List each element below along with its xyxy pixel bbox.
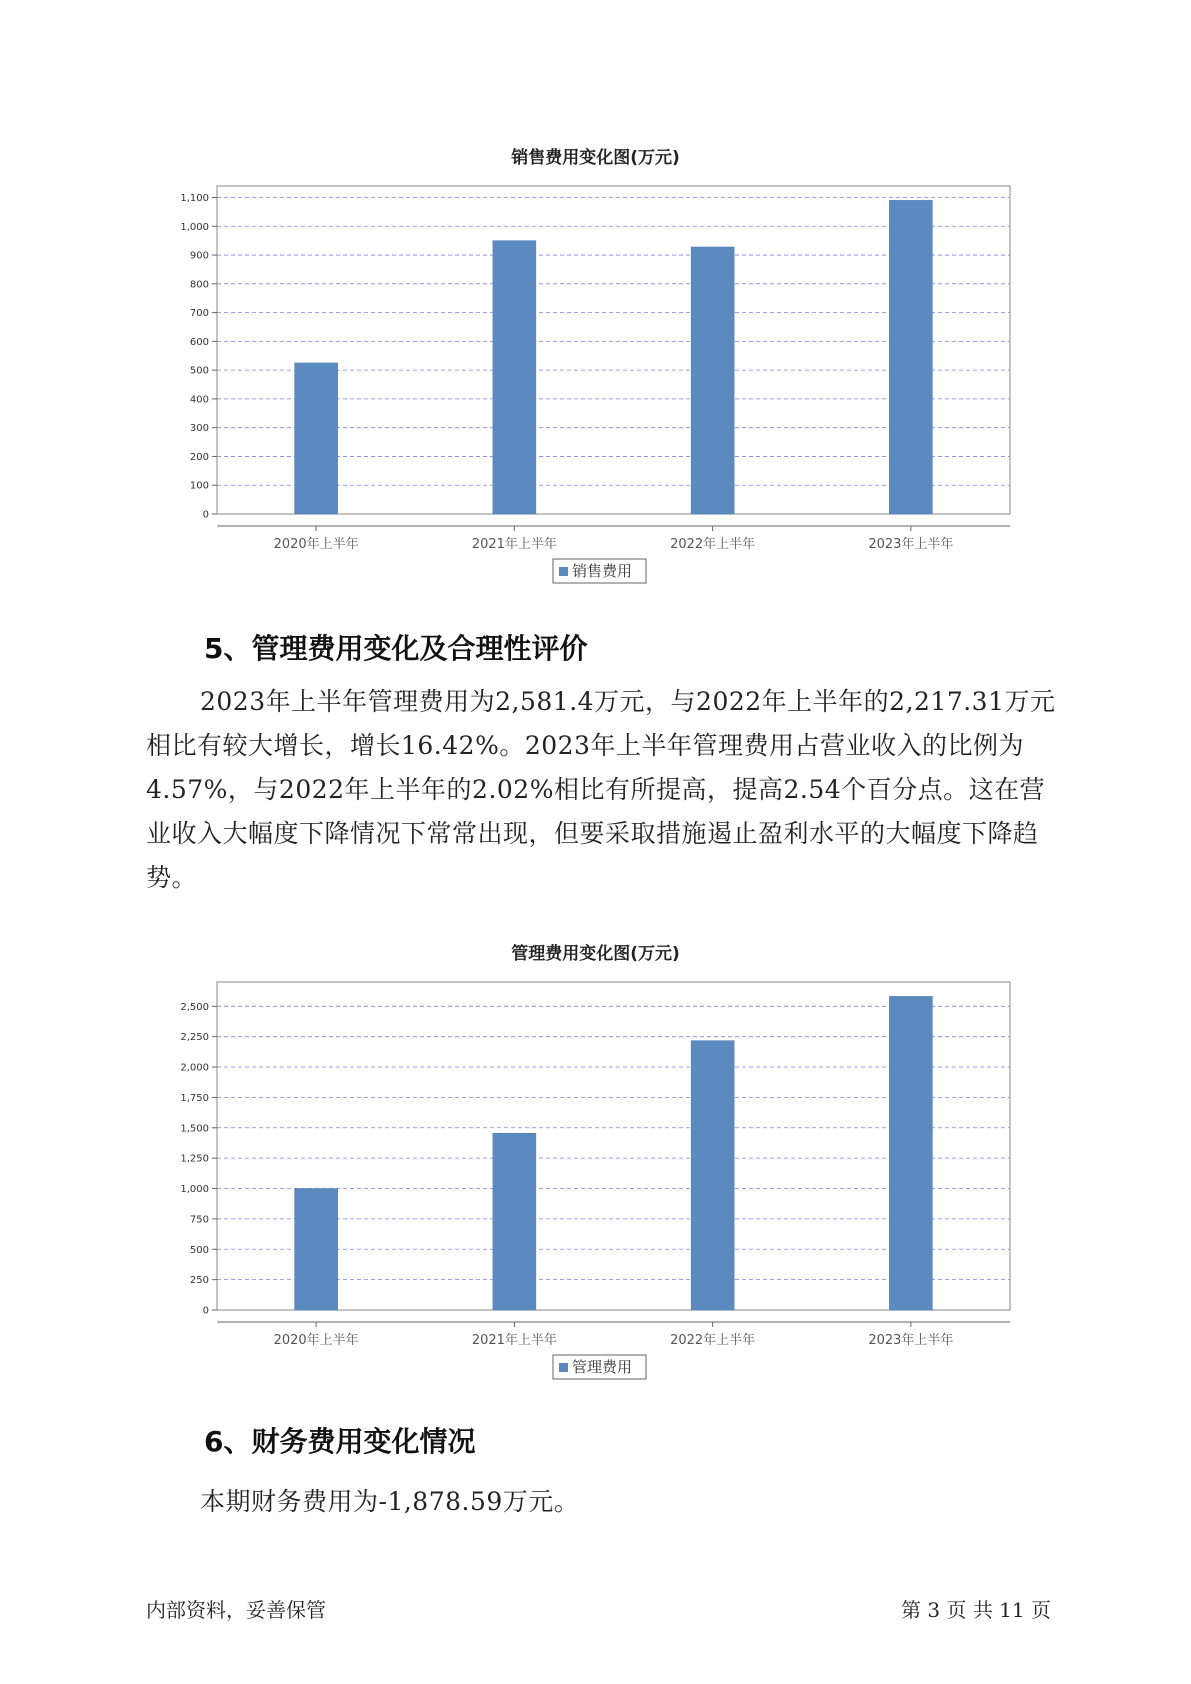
bar — [295, 363, 338, 514]
x-tick-label: 2020年上半年 — [273, 1333, 359, 1348]
chart-title-admin: 管理费用变化图(万元) — [511, 944, 680, 964]
footer-page-number: 第 3 页 共 11 页 — [901, 1598, 1051, 1622]
y-tick-label: 750 — [189, 1214, 209, 1226]
bar — [889, 200, 932, 514]
bar — [889, 996, 932, 1310]
x-tick-label: 2022年上半年 — [670, 537, 756, 552]
y-tick-label: 1,100 — [180, 193, 209, 205]
y-tick-label: 400 — [189, 394, 209, 406]
y-tick-label: 900 — [189, 250, 209, 262]
x-tick-label: 2021年上半年 — [471, 537, 557, 552]
y-tick-label: 200 — [189, 451, 209, 463]
bar — [691, 1041, 734, 1310]
legend-swatch — [559, 1363, 568, 1372]
sales-expense-chart — [0, 150, 1191, 590]
y-tick-label: 600 — [189, 336, 209, 348]
y-tick-label: 100 — [189, 480, 209, 492]
y-tick-label: 1,500 — [180, 1123, 209, 1135]
y-tick-label: 500 — [189, 1244, 209, 1256]
x-tick-label: 2023年上半年 — [868, 537, 954, 552]
chart-title-sales: 销售费用变化图(万元) — [511, 148, 680, 168]
y-tick-label: 500 — [189, 365, 209, 377]
admin-expense-chart — [0, 946, 1191, 1386]
bar — [493, 241, 536, 514]
section6-paragraph: 本期财务费用为-1,878.59万元。 — [200, 1487, 580, 1516]
legend-label: 销售费用 — [572, 562, 633, 580]
y-tick-label: 2,250 — [180, 1032, 209, 1044]
x-tick-label: 2020年上半年 — [273, 537, 359, 552]
y-tick-label: 1,250 — [180, 1153, 209, 1165]
y-tick-label: 700 — [189, 308, 209, 320]
y-tick-label: 1,000 — [180, 1184, 209, 1196]
legend-swatch — [559, 567, 568, 576]
section6-heading: 6、财务费用变化情况 — [204, 1425, 476, 1458]
section5-paragraph: 2023年上半年管理费用为2,581.4万元，与2022年上半年的2,217.31万元相比有较大增长，增长16.42%。2023年上半年管理费用占营业收入的比例为4.57%，与2022年上半年的2.02%相比有所提高，提高2.54个百分点。这在营业收入大幅度下降情况下常常出现，但要采取措施遏止盈利水平的大幅度下降趋势。 — [146, 687, 1056, 892]
bar — [493, 1133, 536, 1310]
legend-label: 管理费用 — [572, 1358, 633, 1376]
y-tick-label: 2,500 — [180, 1001, 209, 1013]
y-tick-label: 2,000 — [180, 1062, 209, 1074]
bar — [691, 247, 734, 514]
footer-confidential: 内部资料，妥善保管 — [146, 1598, 326, 1622]
y-tick-label: 250 — [189, 1275, 209, 1287]
y-tick-label: 0 — [202, 1305, 209, 1317]
y-tick-label: 800 — [189, 279, 209, 291]
x-tick-label: 2023年上半年 — [868, 1333, 954, 1348]
y-tick-label: 300 — [189, 423, 209, 435]
x-tick-label: 2021年上半年 — [471, 1333, 557, 1348]
x-tick-label: 2022年上半年 — [670, 1333, 756, 1348]
section5-heading: 5、管理费用变化及合理性评价 — [204, 632, 588, 665]
y-tick-label: 1,000 — [180, 221, 209, 233]
y-tick-label: 0 — [202, 509, 209, 521]
y-tick-label: 1,750 — [180, 1092, 209, 1104]
bar — [295, 1189, 338, 1310]
